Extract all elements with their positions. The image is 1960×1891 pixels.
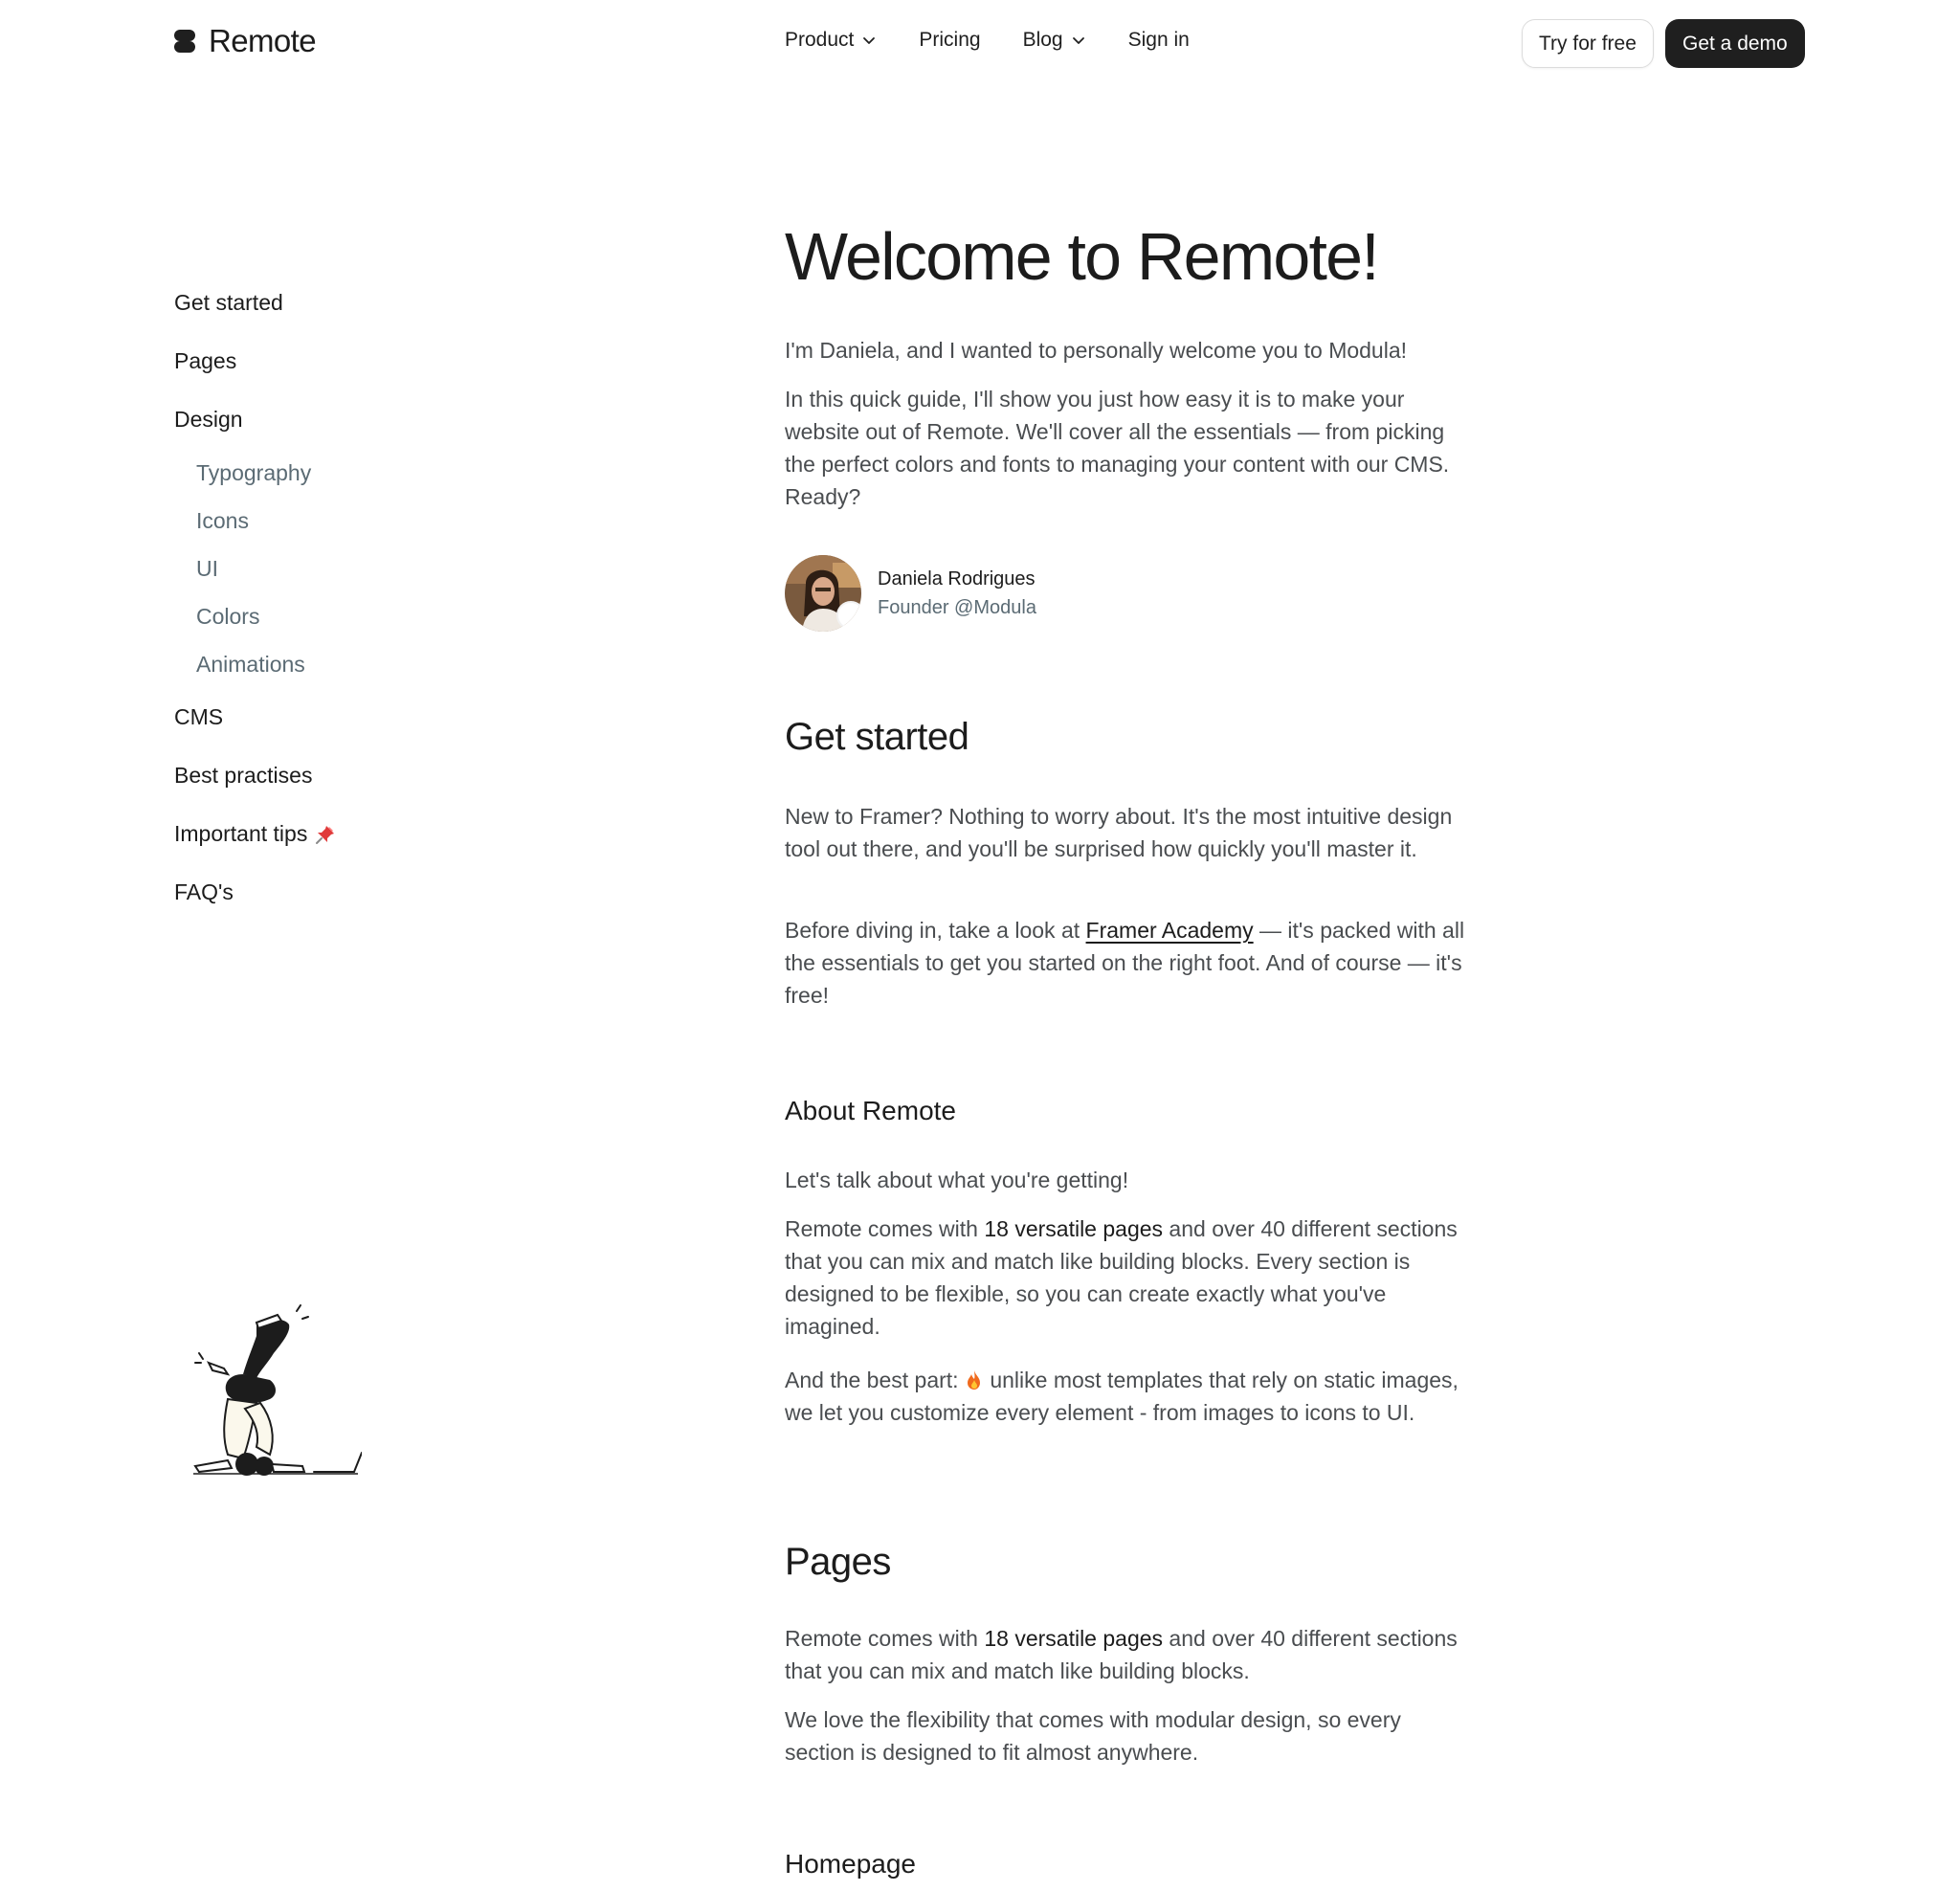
about-p3-before: And the best part: bbox=[785, 1368, 965, 1392]
brand-name: Remote bbox=[209, 23, 316, 58]
get-started-p2-before: Before diving in, take a look at bbox=[785, 918, 1086, 943]
nav-blog-label: Blog bbox=[1022, 29, 1063, 51]
main-nav bbox=[785, 29, 1232, 52]
section-heading-homepage: Homepage bbox=[785, 1849, 916, 1879]
get-started-paragraph-2 bbox=[785, 914, 1474, 1012]
author-role: Founder @Modula bbox=[878, 597, 1036, 618]
author-info bbox=[878, 565, 1036, 622]
brand-logo[interactable] bbox=[174, 23, 316, 59]
pushpin-icon bbox=[315, 824, 336, 845]
sidebar-subitem-icons[interactable]: Icons bbox=[196, 507, 249, 533]
get-started-p2-after: — it's packed with all the essentials to get you started on the right foot. And of course — it's free! bbox=[785, 918, 1465, 1008]
sidebar-subitem-typography[interactable]: Typography bbox=[196, 459, 312, 485]
about-p2-before: Remote comes with bbox=[785, 1216, 985, 1241]
nav-pricing-label: Pricing bbox=[919, 29, 981, 51]
pages-paragraph-2: We love the flexibility that comes with modular design, so every section is designed to fit almost anywhere. bbox=[785, 1707, 1401, 1765]
avatar-badge bbox=[836, 601, 861, 630]
nav-sign-in-label: Sign in bbox=[1127, 29, 1190, 51]
avatar bbox=[785, 555, 861, 632]
nav-product[interactable] bbox=[785, 29, 877, 52]
pages-paragraph-1 bbox=[785, 1622, 1474, 1687]
pages-p1-after: and over 40 different sections that you can mix and match like building blocks. bbox=[785, 1626, 1458, 1683]
framer-academy-link[interactable]: Framer Academy bbox=[1085, 918, 1254, 943]
intro-paragraph-1: I'm Daniela, and I wanted to personally welcome you to Modula! bbox=[785, 338, 1408, 363]
section-heading-about-remote: About Remote bbox=[785, 1096, 956, 1125]
docs-sidebar bbox=[174, 274, 557, 922]
author-name: Daniela Rodrigues bbox=[878, 568, 1036, 590]
nav-sign-in[interactable] bbox=[1128, 29, 1190, 52]
logo-mark-icon bbox=[174, 30, 195, 53]
sidebar-item-get-started[interactable]: Get started bbox=[174, 290, 283, 315]
section-heading-pages: Pages bbox=[785, 1541, 891, 1583]
sidebar-item-important-tips-label: Important tips bbox=[174, 821, 308, 846]
sidebar-subitem-ui[interactable]: UI bbox=[196, 555, 218, 581]
try-for-free-button[interactable]: Try for free bbox=[1522, 19, 1654, 68]
about-p2-after: and over 40 different sections that you can mix and match like building blocks. Every section is designed to be flexible, so you can create exactly what you've imagined. bbox=[785, 1216, 1458, 1339]
page-title: Welcome to Remote! bbox=[785, 219, 1378, 294]
sidebar-item-best-practises[interactable]: Best practises bbox=[174, 763, 313, 788]
sidebar-subitem-colors[interactable]: Colors bbox=[196, 603, 260, 629]
pages-p1-before: Remote comes with bbox=[785, 1626, 985, 1651]
intro-paragraph-2: In this quick guide, I'll show you just how easy it is to make your website out of Remote. We'll cover all the essentials — from picking the perfect colors and fonts to managing your content with our CMS. Ready? bbox=[785, 387, 1450, 509]
chevron-down-icon bbox=[1071, 33, 1086, 48]
about-paragraph-3 bbox=[785, 1364, 1474, 1429]
fire-icon bbox=[965, 1369, 984, 1390]
about-p3-after: unlike most templates that rely on static images, we let you customize every element - from images to icons to UI. bbox=[785, 1368, 1459, 1425]
sidebar-subitem-animations[interactable]: Animations bbox=[196, 651, 305, 677]
author-card bbox=[785, 555, 1036, 632]
about-paragraph-1: Let's talk about what you're getting! bbox=[785, 1168, 1129, 1192]
nav-pricing[interactable] bbox=[919, 29, 980, 52]
sidebar-item-pages[interactable]: Pages bbox=[174, 348, 237, 373]
headstand-illustration bbox=[189, 1303, 362, 1485]
section-heading-get-started: Get started bbox=[785, 716, 969, 758]
chevron-down-icon bbox=[861, 33, 877, 48]
nav-blog[interactable] bbox=[1023, 29, 1086, 52]
sidebar-item-design[interactable]: Design bbox=[174, 407, 243, 432]
get-a-demo-button[interactable]: Get a demo bbox=[1665, 19, 1805, 68]
nav-product-label: Product bbox=[785, 29, 855, 51]
pages-p1-bold: 18 versatile pages bbox=[984, 1626, 1164, 1651]
sidebar-item-cms[interactable]: CMS bbox=[174, 704, 224, 729]
sidebar-item-faqs[interactable]: FAQ's bbox=[174, 879, 234, 904]
get-started-paragraph-1: New to Framer? Nothing to worry about. It's the most intuitive design tool out there, and you'll be surprised how quickly you'll master it. bbox=[785, 804, 1453, 861]
top-header bbox=[0, 0, 1960, 88]
sidebar-item-important-tips[interactable] bbox=[174, 805, 557, 863]
about-p2-bold: 18 versatile pages bbox=[984, 1216, 1164, 1241]
about-paragraph-2 bbox=[785, 1212, 1474, 1343]
